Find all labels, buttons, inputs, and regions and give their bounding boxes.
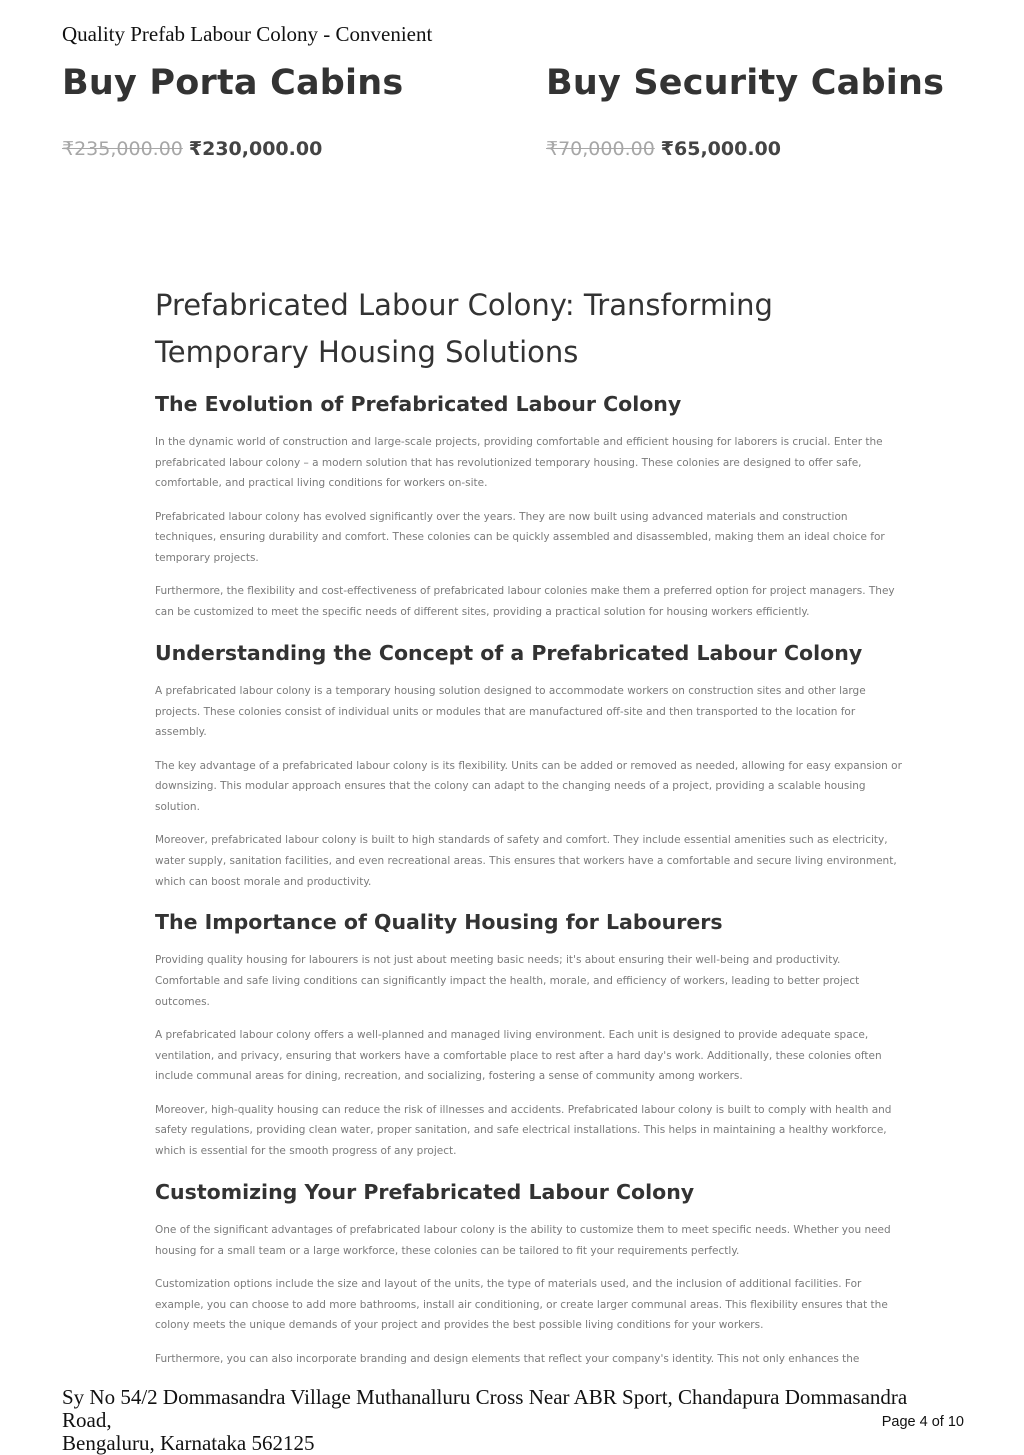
article-section (155, 908, 905, 1162)
page-number: Page 4 of 10 (881, 1414, 964, 1430)
article-section (155, 1178, 905, 1369)
paragraph: Prefabricated labour colony has evolved significantly over the years. They are now built using advanced materials and construction techniques, ensuring durability and comfort. These colonies can be quickly assembled and disassembled, making them an ideal choice for temporary projects. (155, 510, 885, 565)
paragraph: The key advantage of a prefabricated labour colony is its flexibility. Units can be added or removed as needed, allowing for easy expansion or downsizing. This modular approach ensures that the colony can adapt to the changing needs of a project, providing a scalable housing solution. (155, 759, 902, 813)
product-card-porta-cabins (62, 60, 403, 160)
sale-price: ₹65,000.00 (660, 138, 781, 160)
paragraph: One of the significant advantages of prefabricated labour colony is the ability to customize them to meet specific needs. Whether you need housing for a small team or a large workforce, these colonies can be tailored to fit your requirements perfectly. (155, 1223, 891, 1257)
paragraph: In the dynamic world of construction and large-scale projects, providing comfortable and efficient housing for laborers is crucial. Enter the prefabricated labour colony – a modern solution that has revolutionized temporary housing. These colonies are designed to offer safe, comfortable, and practical living conditions for workers on-site. (155, 436, 883, 490)
address-line: Bengaluru, Karnataka 562125 (62, 1431, 315, 1455)
footer-address (62, 1386, 962, 1455)
product-price (62, 138, 403, 160)
paragraph: Moreover, high-quality housing can reduce the risk of illnesses and accidents. Prefabricated labour colony is built to comply with health and safety regulations, providing clean water, proper sanitation, and safe electrical installations. This helps in maintaining a healthy workforce, which is essential for the smooth progress of any project. (155, 1103, 892, 1158)
original-price: ₹235,000.00 (62, 138, 183, 160)
paragraph: Furthermore, you can also incorporate branding and design elements that reflect your company's identity. This not only enhances the (155, 1352, 860, 1365)
section-heading: Customizing Your Prefabricated Labour Colony (155, 1179, 695, 1204)
original-price: ₹70,000.00 (546, 138, 655, 160)
article (155, 282, 905, 1385)
article-section (155, 639, 905, 893)
paragraph: A prefabricated labour colony is a temporary housing solution designed to accommodate workers on construction sites and other large projects. These colonies consist of individual units or modules that are manufactured off-site and then transported to the location for assembly. (155, 684, 866, 739)
running-header: Quality Prefab Labour Colony - Convenient (62, 22, 433, 46)
paragraph: Providing quality housing for labourers is not just about meeting basic needs; it's about ensuring their well-being and productivity. Comfortable and safe living conditions can significantly impact the health, morale, and efficiency of workers, leading to better project outcomes. (155, 954, 860, 1008)
paragraph: Customization options include the size and layout of the units, the type of materials used, and the inclusion of additional facilities. For example, you can choose to add more bathrooms, install air conditioning, or create larger communal areas. This flexibility ensures that the colony meets the unique demands of your project and provides the best possible living conditions for your workers. (155, 1277, 888, 1332)
sale-price: ₹230,000.00 (188, 138, 323, 160)
paragraph: Moreover, prefabricated labour colony is built to high standards of safety and comfort. They include essential amenities such as electricity, water supply, sanitation facilities, and even recreational areas. This ensures that workers have a comfortable and secure living environment, which can boost morale and productivity. (155, 834, 897, 888)
section-heading: The Evolution of Prefabricated Labour Colony (155, 392, 682, 416)
section-heading: Understanding the Concept of a Prefabricated Labour Colony (155, 640, 863, 665)
product-price (546, 138, 944, 160)
article-section (155, 390, 905, 623)
address-line: Sy No 54/2 Dommasandra Village Muthanalluru Cross Near ABR Sport, Chandapura Dommasandra Road, (62, 1385, 908, 1432)
paragraph: Furthermore, the flexibility and cost-effectiveness of prefabricated labour colonies make them a preferred option for project managers. They can be customized to meet the specific needs of different sites, providing a practical solution for housing workers efficiently. (155, 585, 895, 619)
product-card-security-cabins (546, 60, 944, 160)
section-heading: The Importance of Quality Housing for Labourers (155, 910, 723, 935)
article-title: Prefabricated Labour Colony: Transforming Temporary Housing Solutions (155, 288, 773, 369)
paragraph: A prefabricated labour colony offers a well-planned and managed living environment. Each unit is designed to provide adequate space, ventilation, and privacy, ensuring that workers have a comfortable place to rest after a hard day's work. Additionally, these colonies often include communal areas for dining, recreation, and socializing, fostering a sense of community among workers. (155, 1029, 882, 1083)
product-title[interactable]: Buy Porta Cabins (62, 63, 404, 103)
product-title[interactable]: Buy Security Cabins (546, 63, 945, 103)
